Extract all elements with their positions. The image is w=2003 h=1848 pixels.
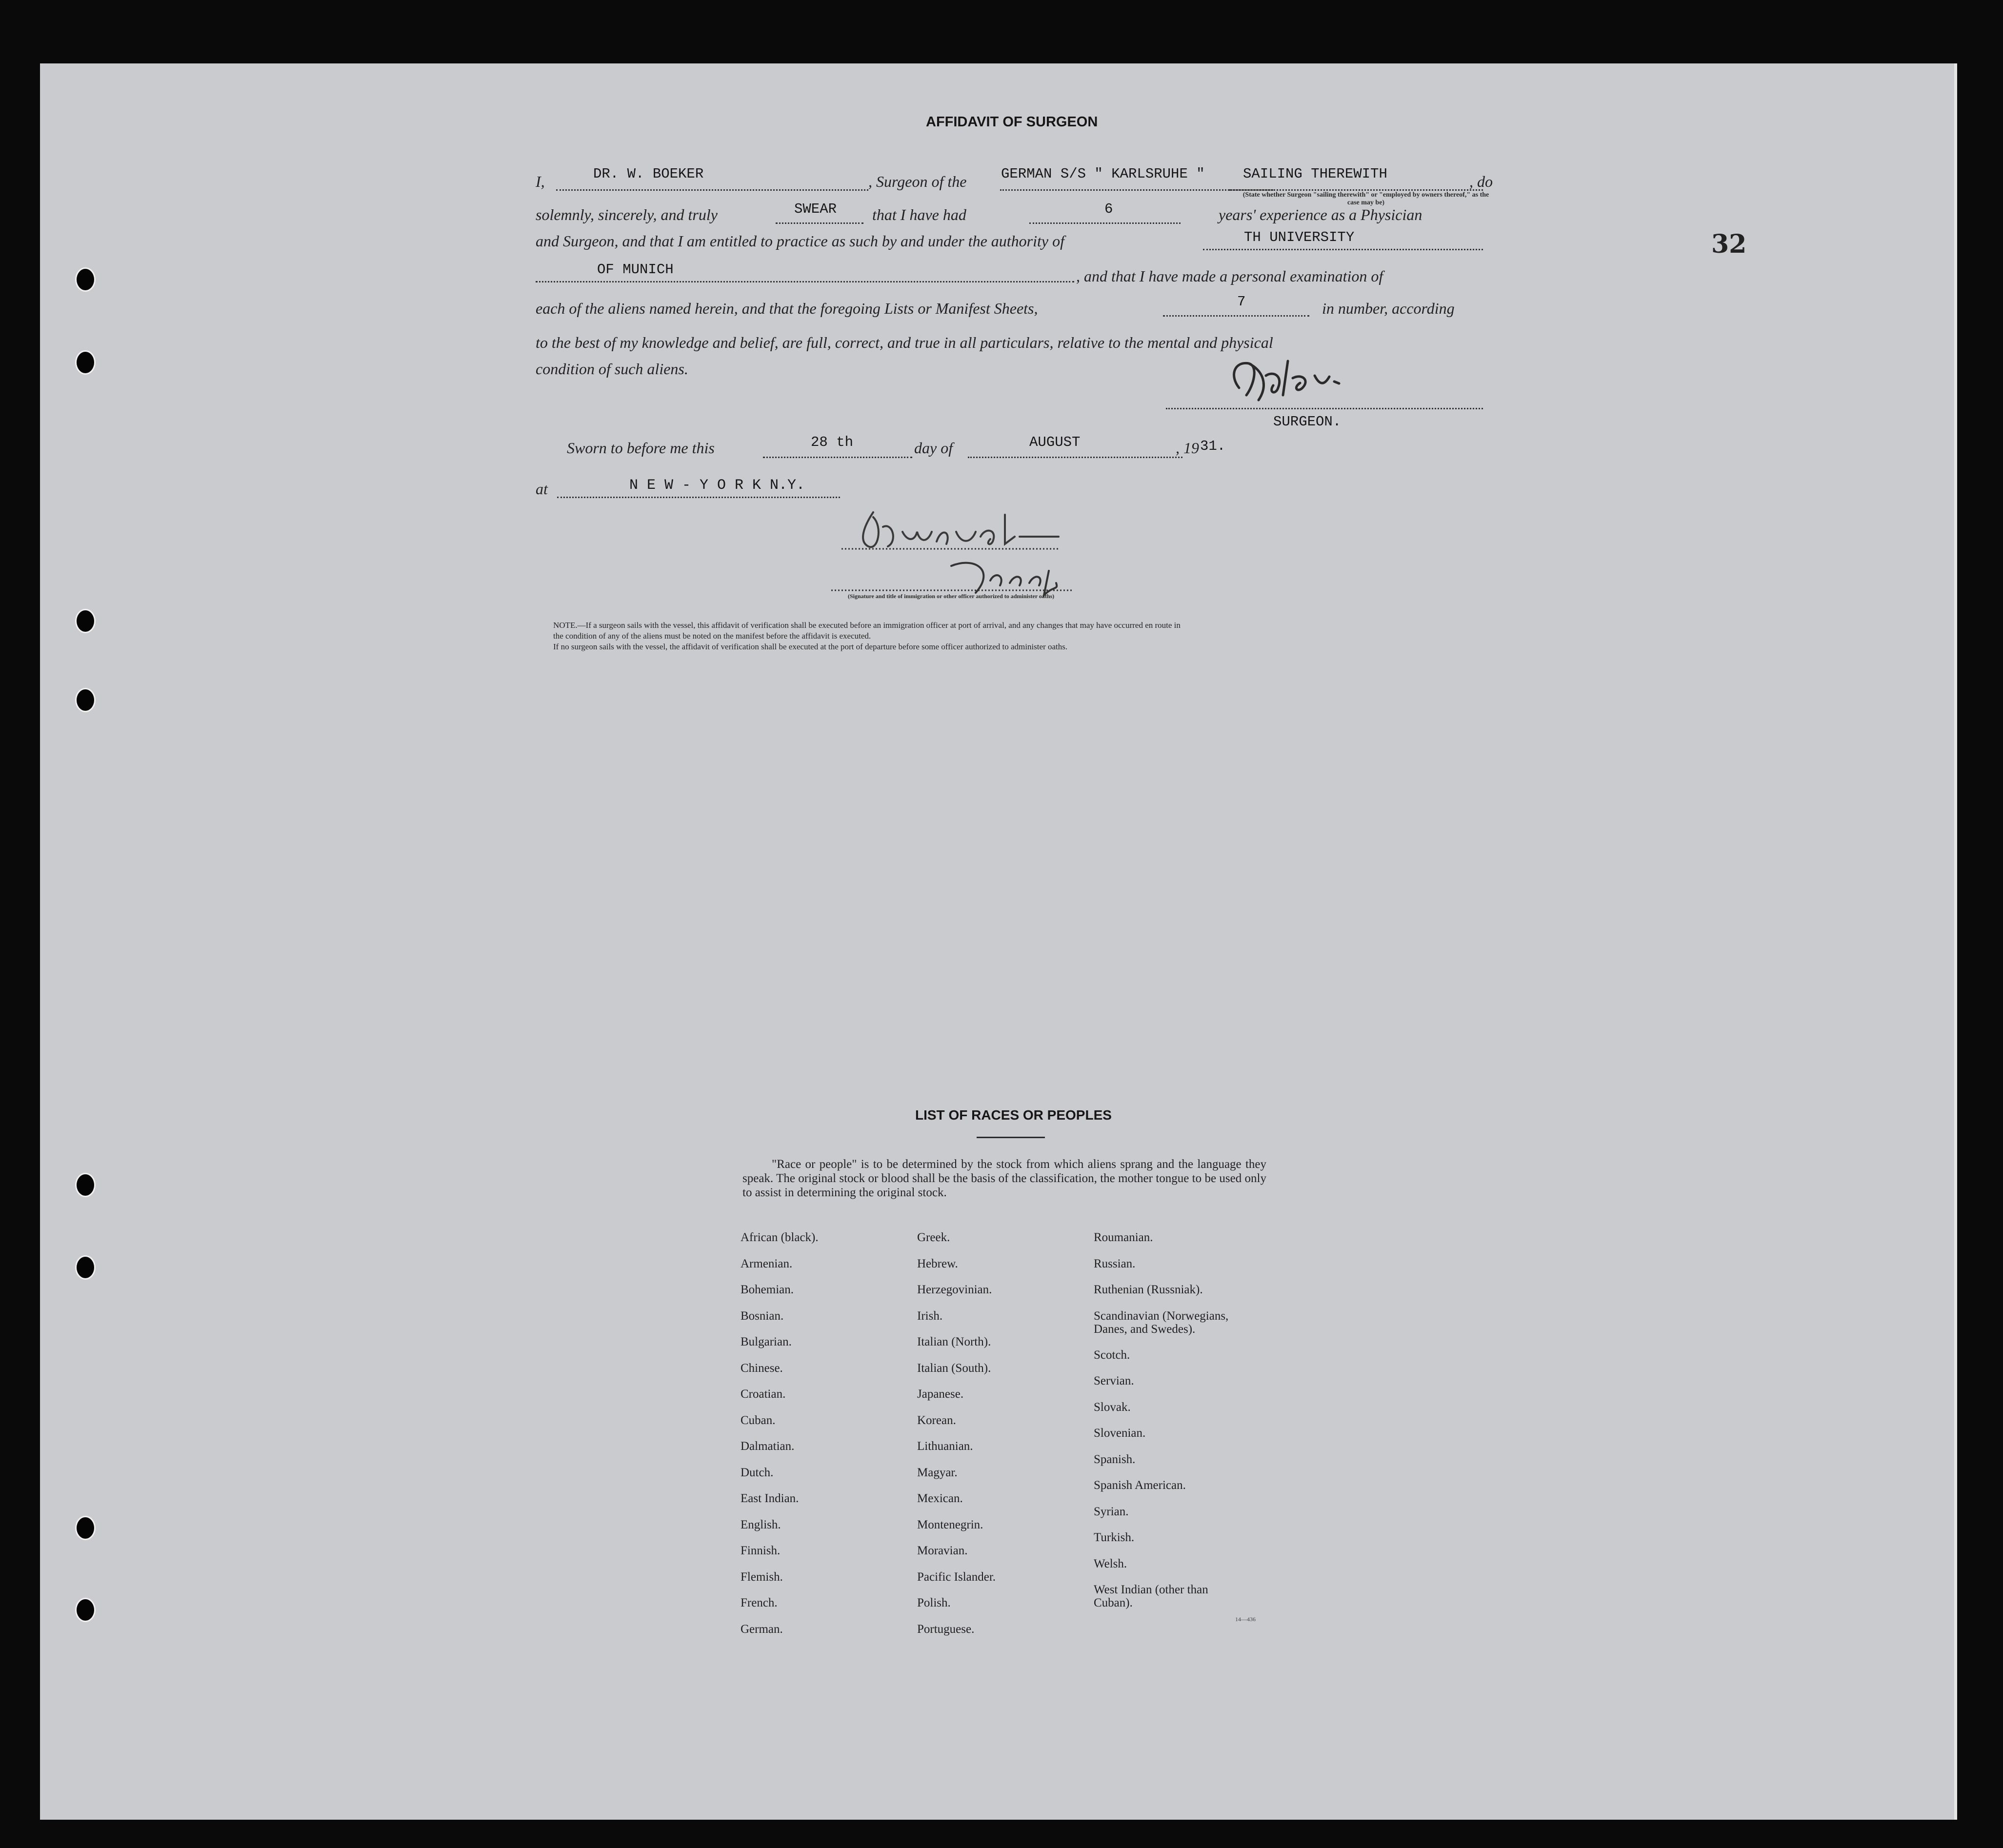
line3-prefix: and Surgeon, and that I am entitled to practice as such by and under the authority of: [536, 232, 1064, 250]
surgeon-signature-line: [1166, 408, 1483, 409]
race-entry: Mexican.: [917, 1492, 963, 1505]
race-entry: German.: [741, 1622, 783, 1636]
punch-hole: [75, 609, 96, 633]
line1-suffix: , do: [1469, 173, 1493, 190]
authority-part2: OF MUNICH: [597, 261, 674, 278]
race-entry: Chinese.: [741, 1361, 783, 1375]
race-entry: Croatian.: [741, 1387, 786, 1401]
race-entry: Roumanian.: [1094, 1231, 1153, 1244]
place-city: N E W - Y O R K N.Y.: [629, 477, 805, 494]
race-entry: Japanese.: [917, 1387, 964, 1401]
punch-hole: [75, 1255, 96, 1280]
surgeon-name: DR. W. BOEKER: [593, 166, 704, 182]
officer-signature: [829, 498, 1132, 605]
punch-hole: [75, 267, 96, 292]
race-entry: Polish.: [917, 1596, 951, 1609]
race-entry: Hebrew.: [917, 1257, 958, 1270]
place-prefix: at: [536, 480, 548, 498]
line7: condition of such aliens.: [536, 360, 688, 378]
sworn-mid: day of: [914, 439, 953, 457]
form-code: 14—436: [1235, 1616, 1256, 1623]
day-blank: [763, 457, 912, 458]
race-entry: Cuban.: [741, 1413, 776, 1427]
race-entry: Lithuanian.: [917, 1440, 973, 1453]
sworn-month: AUGUST: [1029, 434, 1081, 450]
race-entry: Dalmatian.: [741, 1440, 795, 1453]
sheets-count: 7: [1237, 294, 1246, 310]
race-entry: Flemish.: [741, 1570, 783, 1584]
race-entry: Bosnian.: [741, 1309, 784, 1323]
punch-hole: [75, 688, 96, 712]
years-value: 6: [1104, 201, 1113, 217]
line4-suffix: , and that I have made a personal examination of: [1076, 267, 1383, 285]
surgeon-signature: [1220, 341, 1395, 410]
races-intro: "Race or people" is to be determined by the stock from which aliens sprang and the language they speak. The original stock or blood shall be the basis of the classification, the mother tongue to be used only to assist in determining the original stock.: [742, 1158, 1266, 1199]
authority-blank-2: [536, 281, 1074, 282]
oath-word: SWEAR: [794, 201, 837, 217]
note-line-2: the condition of any of the aliens must be noted on the manifest before the affidavit is executed.: [553, 631, 871, 641]
sworn-year-prefix: , 19: [1176, 439, 1199, 457]
race-entry: Scandinavian (Norwegians, Danes, and Swedes).: [1094, 1309, 1229, 1336]
oath-blank: [776, 222, 863, 224]
sworn-day: 28 th: [811, 434, 854, 450]
races-col-3: [1094, 1218, 1269, 1635]
race-entry: Armenian.: [741, 1257, 793, 1270]
officer-caption: (Signature and title of immigration or other officer authorized to administer oaths): [848, 593, 1055, 600]
race-entry: Bohemian.: [741, 1283, 794, 1296]
race-entry: Turkish.: [1094, 1531, 1135, 1544]
surgeon-name-blank: [556, 189, 868, 191]
line2-suffix: years' experience as a Physician: [1219, 206, 1422, 223]
line5-prefix: each of the aliens named herein, and that the foregoing Lists or Manifest Sheets,: [536, 300, 1038, 317]
races-col-1: [741, 1218, 906, 1662]
race-entry: Slovak.: [1094, 1400, 1131, 1414]
race-entry: Italian (North).: [917, 1335, 991, 1348]
race-entry: Syrian.: [1094, 1505, 1129, 1518]
race-entry: Welsh.: [1094, 1557, 1127, 1570]
race-entry: English.: [741, 1518, 781, 1531]
place-blank: [557, 497, 840, 498]
note-line-1: NOTE.—If a surgeon sails with the vessel, this affidavit of verification shall be executed before an immigration officer at port of arrival, and any changes that may have occurred en route in: [553, 621, 1181, 630]
race-entry: Irish.: [917, 1309, 943, 1323]
line1-mid: , Surgeon of the: [868, 173, 967, 190]
sworn-prefix: Sworn to before me this: [567, 439, 715, 457]
races-title: LIST OF RACES OR PEOPLES: [915, 1107, 1112, 1123]
race-entry: Dutch.: [741, 1466, 774, 1479]
punch-hole: [75, 1598, 96, 1622]
page-number: 32: [1711, 229, 1747, 259]
sailing-status: SAILING THEREWITH: [1243, 166, 1387, 182]
line1-prefix: I,: [536, 173, 545, 190]
race-entry: Italian (South).: [917, 1361, 991, 1375]
punch-hole: [75, 1173, 96, 1197]
race-entry: Slovenian.: [1094, 1426, 1146, 1440]
line2-prefix: solemnly, sincerely, and truly: [536, 206, 718, 223]
line6: to the best of my knowledge and belief, are full, correct, and true in all particulars, relative to the mental and physical: [536, 334, 1273, 351]
sheets-blank: [1163, 315, 1309, 317]
race-entry: Montenegrin.: [917, 1518, 983, 1531]
line5-suffix: in number, according: [1322, 300, 1455, 317]
punch-hole: [75, 1516, 96, 1540]
affidavit-title: AFFIDAVIT OF SURGEON: [926, 114, 1098, 130]
races-title-rule: [977, 1137, 1045, 1138]
race-entry: East Indian.: [741, 1492, 799, 1505]
race-entry: Greek.: [917, 1231, 950, 1244]
punch-hole: [75, 350, 96, 375]
race-entry: Scotch.: [1094, 1348, 1130, 1362]
race-entry: French.: [741, 1596, 778, 1609]
race-entry: Portuguese.: [917, 1622, 975, 1636]
races-col-2: [917, 1218, 1083, 1662]
sailing-status-blank: [1229, 189, 1483, 191]
race-entry: Bulgarian.: [741, 1335, 792, 1348]
authority-part1: TH UNIVERSITY: [1244, 229, 1355, 245]
line2-mid: that I have had: [872, 206, 966, 223]
surgeon-label: SURGEON.: [1273, 414, 1342, 430]
race-entry: Spanish.: [1094, 1452, 1136, 1466]
sworn-year: 31.: [1200, 438, 1226, 454]
years-blank: [1029, 222, 1181, 224]
race-entry: Korean.: [917, 1413, 956, 1427]
race-entry: West Indian (other than Cuban).: [1094, 1583, 1208, 1609]
month-blank: [968, 457, 1182, 458]
race-entry: Servian.: [1094, 1374, 1134, 1387]
race-entry: Spanish American.: [1094, 1479, 1186, 1492]
race-entry: Pacific Islander.: [917, 1570, 996, 1584]
race-entry: Finnish.: [741, 1544, 781, 1557]
race-entry: African (black).: [741, 1231, 819, 1244]
race-entry: Moravian.: [917, 1544, 968, 1557]
race-entry: Ruthenian (Russniak).: [1094, 1283, 1203, 1296]
race-entry: Magyar.: [917, 1466, 958, 1479]
sailing-status-note: (State whether Surgeon "sailing therewith" or "employed by owners thereof," as the case may be): [1242, 191, 1489, 206]
note-line-3: If no surgeon sails with the vessel, the affidavit of verification shall be executed at the port of departure before some officer authorized to administer oaths.: [553, 642, 1068, 651]
vessel-name: GERMAN S/S " KARLSRUHE ": [1001, 166, 1205, 182]
race-entry: Russian.: [1094, 1257, 1136, 1270]
race-entry: Herzegovinian.: [917, 1283, 992, 1296]
authority-blank-1: [1203, 249, 1483, 250]
